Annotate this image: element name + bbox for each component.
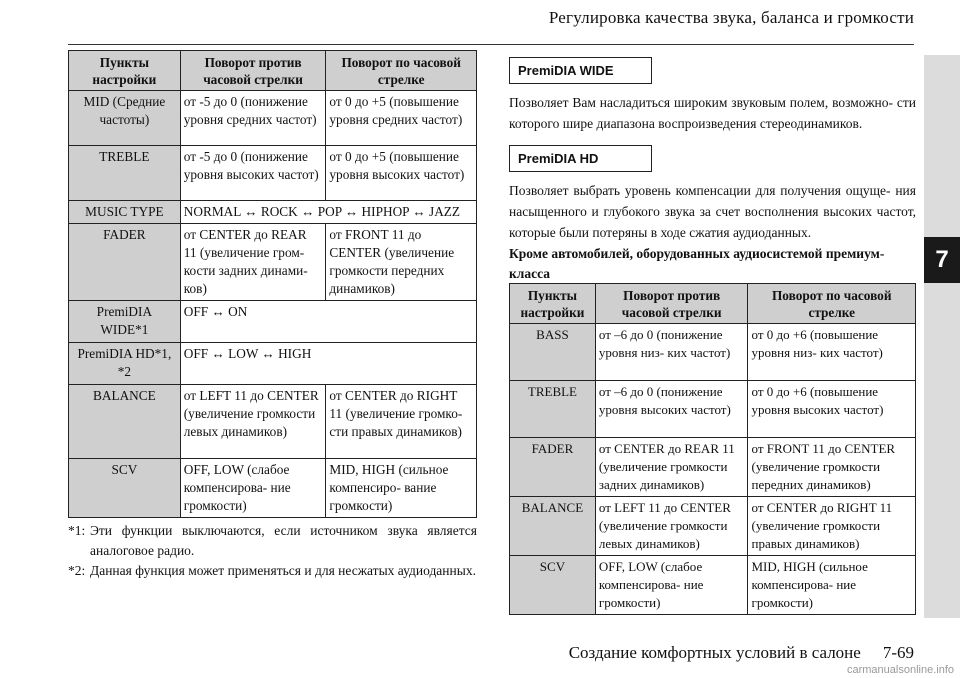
- row-ccw: от –6 до 0 (понижение уровня низ- ких частот): [595, 324, 748, 381]
- row-cw: от CENTER до RIGHT 11 (увеличение громко- сти правых динамиков): [326, 385, 477, 459]
- footnote-2: [68, 561, 477, 581]
- row-item: BALANCE: [69, 385, 181, 459]
- premidia-wide-description: Позволяет Вам насладиться широким звуковым полем, возможно- сти которого шире диапазона воспроизведения стереодинамиков.: [509, 95, 916, 131]
- table-row: [69, 459, 477, 518]
- row-cw: от 0 до +5 (повышение уровня высоких частот): [326, 146, 477, 201]
- row-cw: MID, HIGH (сильное компенсиро- вание громкости): [326, 459, 477, 518]
- table-row: [510, 497, 916, 556]
- row-ccw: от -5 до 0 (понижение уровня высоких частот): [180, 146, 326, 201]
- table-row: [510, 438, 916, 497]
- chapter-side-tab: [924, 55, 960, 618]
- row-cw: MID, HIGH (сильное компенсирова- ние громкости): [748, 556, 916, 615]
- row-item: TREBLE: [510, 381, 596, 438]
- premidia-hd-label: PremiDIA HD: [509, 145, 652, 172]
- header-cw: Поворот по часовой стрелке: [326, 51, 477, 91]
- footnote-1: [68, 521, 477, 561]
- header-items: Пункты настройки: [69, 51, 181, 91]
- premidia-hd-description: Позволяет выбрать уровень компенсации для получения ощуще- ния насыщенного и глубокого звука за счет восполнения высоких частот, которые были потеряны в ходе сжатия аудиоданных.: [509, 183, 916, 240]
- table-row: [510, 324, 916, 381]
- header-ccw: Поворот против часовой стрелки: [180, 51, 326, 91]
- row-both: NORMAL ↔ ROCK ↔ POP ↔ HIPHOP ↔ JAZZ: [180, 201, 476, 224]
- section-subheading: Кроме автомобилей, оборудованных аудиосистемой премиум- класса: [509, 246, 885, 281]
- table-header-row: [69, 51, 477, 91]
- row-cw: от FRONT 11 до CENTER (увеличение громкости передних динамиков): [748, 438, 916, 497]
- row-ccw: от –6 до 0 (понижение уровня высоких частот): [595, 381, 748, 438]
- watermark-text: carmanualsonline.info: [846, 664, 954, 676]
- premidia-wide-label: PremiDIA WIDE: [509, 57, 652, 84]
- row-item: TREBLE: [69, 146, 181, 201]
- row-cw: от 0 до +6 (повышение уровня высоких частот): [748, 381, 916, 438]
- footnote-text: Данная функция может применяться и для несжатых аудиоданных.: [90, 563, 476, 578]
- row-item: SCV: [510, 556, 596, 615]
- header-ccw: Поворот против часовой стрелки: [595, 284, 748, 324]
- header-items: Пункты настройки: [510, 284, 596, 324]
- row-item: PremiDIA WIDE*1: [69, 301, 181, 343]
- header-rule: [68, 44, 914, 45]
- header-cw: Поворот по часовой стрелке: [748, 284, 916, 324]
- row-item: FADER: [510, 438, 596, 497]
- row-item: BASS: [510, 324, 596, 381]
- table-header-row: [510, 284, 916, 324]
- settings-table-left: [68, 50, 477, 518]
- table-row: [510, 556, 916, 615]
- row-item: BALANCE: [510, 497, 596, 556]
- footnote-mark: *2:: [68, 563, 86, 578]
- row-both: OFF ↔ ON: [180, 301, 476, 343]
- row-ccw: от -5 до 0 (понижение уровня средних частот): [180, 91, 326, 146]
- table-row: [69, 385, 477, 459]
- table-row: [69, 301, 477, 343]
- row-ccw: от CENTER до REAR 11 (увеличение гром- кости задних динами- ков): [180, 224, 326, 301]
- row-cw: от 0 до +5 (повышение уровня средних частот): [326, 91, 477, 146]
- table-row: [69, 343, 477, 385]
- footnote-mark: *1:: [68, 523, 86, 538]
- row-ccw: от LEFT 11 до CENTER (увеличение громкости левых динамиков): [595, 497, 748, 556]
- settings-table-right: [509, 283, 916, 615]
- table-row: [510, 381, 916, 438]
- row-both: OFF ↔ LOW ↔ HIGH: [180, 343, 476, 385]
- table-row: [69, 146, 477, 201]
- row-item: PremiDIA HD*1, *2: [69, 343, 181, 385]
- footnotes: [68, 521, 477, 581]
- row-ccw: от LEFT 11 до CENTER (увеличение громкости левых динамиков): [180, 385, 326, 459]
- table-row: [69, 201, 477, 224]
- footer-section-title: Создание комфортных условий в салоне: [568, 643, 861, 662]
- row-ccw: OFF, LOW (слабое компенсирова- ние громкости): [180, 459, 326, 518]
- row-ccw: от CENTER до REAR 11 (увеличение громкости задних динамиков): [595, 438, 748, 497]
- chapter-number: 7: [924, 237, 960, 283]
- row-ccw: OFF, LOW (слабое компенсирова- ние громкости): [595, 556, 748, 615]
- page-number: 7-69: [882, 643, 914, 662]
- footnote-text: Эти функции выключаются, если источником звука является аналоговое радио.: [90, 523, 477, 558]
- row-item: SCV: [69, 459, 181, 518]
- page-header-title: Регулировка качества звука, баланса и громкости: [548, 8, 914, 27]
- row-cw: от CENTER до RIGHT 11 (увеличение громкости правых динамиков): [748, 497, 916, 556]
- page-footer: [569, 643, 914, 663]
- table-row: [69, 224, 477, 301]
- row-item: MUSIC TYPE: [69, 201, 181, 224]
- table-row: [69, 91, 477, 146]
- row-item: FADER: [69, 224, 181, 301]
- row-cw: от 0 до +6 (повышение уровня низ- ких частот): [748, 324, 916, 381]
- row-cw: от FRONT 11 до CENTER (увеличение громкости передних динамиков): [326, 224, 477, 301]
- row-item: MID (Средние частоты): [69, 91, 181, 146]
